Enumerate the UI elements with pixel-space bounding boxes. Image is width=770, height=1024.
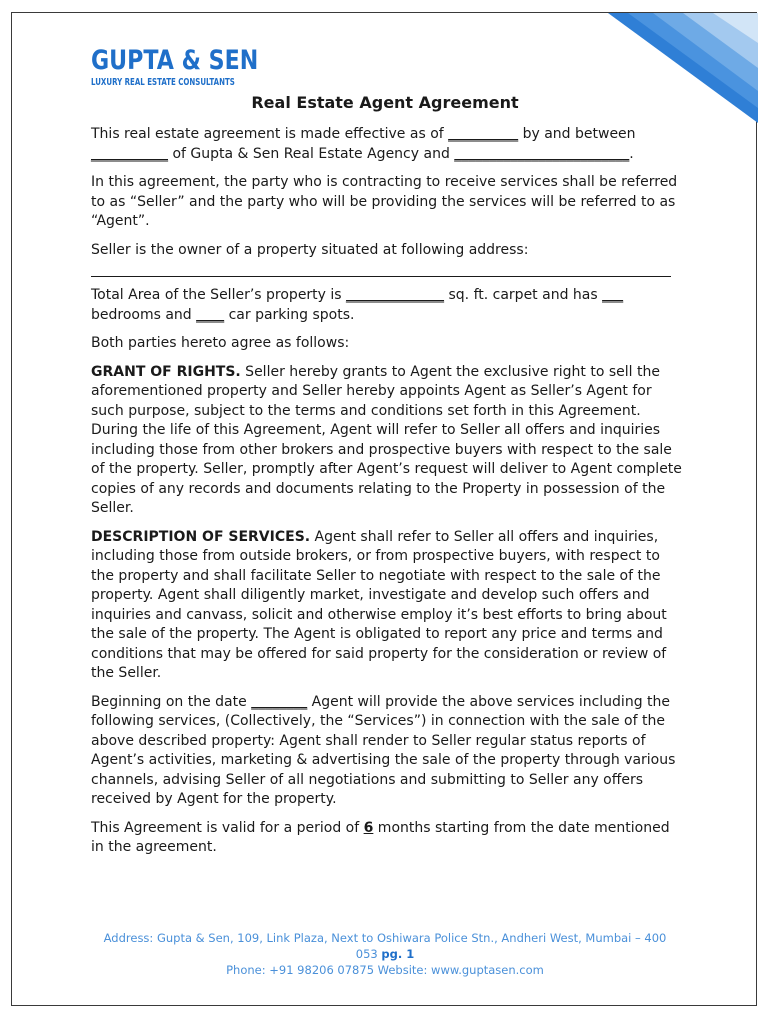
grant-of-rights-paragraph (91, 363, 683, 519)
agent-name-blank[interactable]: _________________________ (454, 145, 630, 162)
text: by and between (518, 126, 636, 142)
start-date-blank[interactable]: ________ (251, 693, 308, 710)
text: Beginning on the date (91, 693, 252, 710)
footer-address-line (91, 930, 679, 962)
area-blank[interactable]: ______________ (346, 287, 445, 303)
grant-text: Seller hereby grants to Agent the exclusive right to sell the aforementioned property and Seller hereby appoints Agent as Seller’s Agent for such purpose, subject to the terms and conditions set forth in this Agreement. During the life of this Agreement, Agent will refer to Seller all offers and inquiries including those from other brokers and prospective buyers with respect to the sale of the property. Seller, promptly after Agent’s request will deliver to Agent complete copies of any records and documents relating to the Property in possession of the Seller. (91, 363, 682, 516)
text: car parking spots. (224, 306, 355, 323)
validity-paragraph (91, 819, 683, 858)
logo-tagline: LUXURY REAL ESTATE CONSULTANTS (91, 77, 235, 88)
page-footer (91, 930, 679, 978)
seller-name-blank[interactable]: ___________ (91, 145, 168, 162)
validity-months: 6 (363, 819, 374, 836)
description-of-services-paragraph (91, 528, 683, 684)
services-paragraph (91, 693, 683, 810)
text: months starting from the date mentioned in the agreement. (91, 819, 670, 855)
address-paragraph (91, 241, 683, 278)
page-number: pg. 1 (381, 947, 415, 961)
services-heading: DESCRIPTION OF SERVICES. (91, 528, 311, 545)
footer-contact: Phone: +91 98206 07875 Website: www.guptasen.com (226, 963, 544, 977)
agreement-intro: Both parties hereto agree as follows: (91, 335, 350, 351)
address-label: Seller is the owner of a property situated at following address: (91, 241, 529, 258)
bedrooms-blank[interactable]: ___ (602, 287, 624, 303)
text: . (629, 145, 634, 162)
address-blank-line[interactable] (91, 264, 671, 277)
document-title: Real Estate Agent Agreement (251, 93, 519, 112)
definitions-paragraph: In this agreement, the party who is contracting to receive services shall be referred to as “Seller” and the party who will be providing the services will be referred to as “Agent”. (91, 174, 678, 229)
effective-date-blank[interactable]: __________ (448, 126, 519, 142)
document-body (91, 125, 683, 867)
text: bedrooms and (91, 306, 197, 323)
intro-paragraph (91, 125, 683, 164)
text: Total Area of the Seller’s property is (91, 287, 347, 303)
text: This real estate agreement is made effective as of (91, 126, 449, 142)
services-text: Agent shall refer to Seller all offers and inquiries, including those from outside brokers, or from prospective buyers, with respect to the property and shall facilitate Seller to negotiate with respect to the sale of the property. Agent shall diligently market, investigate and develop such offers and inquiries and canvass, solicit and otherwise employ it’s best efforts to bring about the sale of the property. The Agent is obligated to report any price and terms and conditions that may be offered for said property for the consideration or review of the Seller. (91, 528, 667, 681)
text: Agent will provide the above services including the following services, (Collectively, the “Services”) in connection with the sale of the above described property: Agent shall render to Seller regular status reports of Agent’s activities, marketing & advertising the sale of the property through various channels, advising Seller of all negotiations and submitting to Seller any offers received by Agent for the property. (91, 693, 676, 807)
text: sq. ft. carpet and has (444, 287, 603, 303)
area-paragraph (91, 286, 683, 325)
footer-address: Address: Gupta & Sen, 109, Link Plaza, Next to Oshiwara Police Stn., Andheri West, Mumbai – 400 053 (103, 931, 667, 961)
grant-heading: GRANT OF RIGHTS. (91, 363, 241, 380)
logo-name: GUPTA & SEN (91, 45, 259, 76)
text: of Gupta & Sen Real Estate Agency and (168, 145, 455, 162)
parking-blank[interactable]: ____ (196, 306, 225, 323)
company-logo (91, 46, 295, 89)
text: This Agreement is valid for a period of (91, 819, 364, 836)
